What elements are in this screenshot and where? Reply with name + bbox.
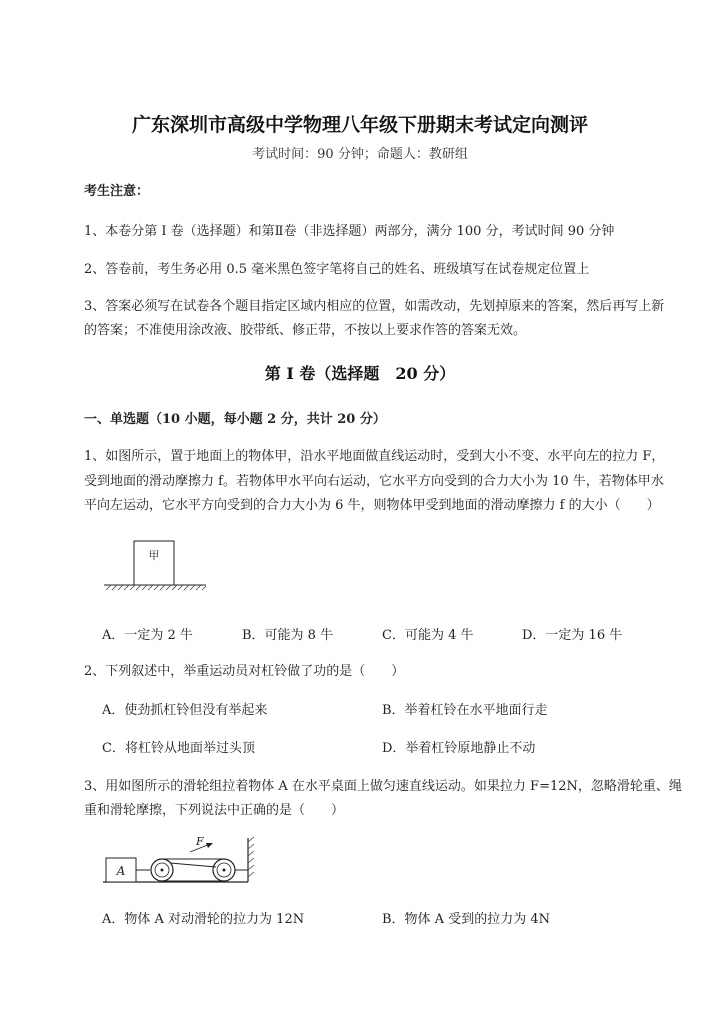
q1-line-2: 受到地面的滑动摩擦力 f。若物体甲水平向右运动，它水平方向受到的合力大小为 10 牛，若物体甲水 xyxy=(84,474,664,489)
rope-middle xyxy=(170,863,216,867)
block-jia xyxy=(134,541,174,585)
wall-hatch xyxy=(248,837,254,877)
q3-option-b[interactable]: B．物体 A 受到的拉力为 4N xyxy=(382,912,550,927)
notice-item-3-cont: 的答案；不准使用涂改液、胶带纸、修正带，不按以上要求作答的答案无效。 xyxy=(84,323,527,338)
notice-item-2: 2、答卷前，考生务必用 0.5 毫米黑色签字笔将自己的姓名、班级填写在试卷规定位置上 xyxy=(84,262,590,277)
q3-line-1: 3、用如图所示的滑轮组拉着物体 A 在水平桌面上做匀速直线运动。如果拉力 F=12N，忽略滑轮重、绳 xyxy=(84,779,682,794)
q2-option-c[interactable]: C．将杠铃从地面举过头顶 xyxy=(102,741,255,756)
block-a-label: A xyxy=(116,864,126,878)
q1-line-3: 平向左运动，它水平方向受到的合力大小为 6 牛，则物体甲受到地面的滑动摩擦力 f 的大小（ ） xyxy=(84,498,660,513)
q1-option-b[interactable]: B．可能为 8 牛 xyxy=(242,628,334,643)
exam-info: 考试时间：90 分钟；命题人：教研组 xyxy=(252,147,468,162)
notice-item-3: 3、答案必须写在试卷各个题目指定区域内相应的位置，如需改动，先划掉原来的答案，然后再写上新 xyxy=(84,299,665,314)
q1-line-1: 1、如图所示，置于地面上的物体甲，沿水平地面做直线运动时，受到大小不变、水平向左的拉力 F， xyxy=(84,449,665,464)
q2-line: 2、下列叙述中，举重运动员对杠铃做了功的是（ ） xyxy=(84,664,405,679)
q1-option-d[interactable]: D．一定为 16 牛 xyxy=(522,628,623,643)
section-title: 第 I 卷（选择题 20 分） xyxy=(264,364,456,383)
q3-line-2: 重和滑轮摩擦，下列说法中正确的是（ ） xyxy=(84,803,345,818)
q2-option-d[interactable]: D．举着杠铃原地静止不动 xyxy=(382,741,536,756)
q2-option-b[interactable]: B．举着杠铃在水平地面行走 xyxy=(382,703,548,718)
q2-option-a[interactable]: A．使劲抓杠铃但没有举起来 xyxy=(102,703,268,718)
part-heading: 一、单选题（10 小题，每小题 2 分，共计 20 分） xyxy=(84,412,386,427)
q1-option-a[interactable]: A．一定为 2 牛 xyxy=(102,628,193,643)
q1-option-c[interactable]: C．可能为 4 牛 xyxy=(382,628,474,643)
block-jia-label: 甲 xyxy=(148,549,160,562)
force-label: F xyxy=(196,835,204,848)
q3-option-a[interactable]: A．物体 A 对动滑轮的拉力为 12N xyxy=(102,912,305,927)
page-title: 广东深圳市高级中学物理八年级下册期末考试定向测评 xyxy=(131,114,588,136)
notice-heading: 考生注意： xyxy=(84,184,150,199)
q3-pulley-figure xyxy=(100,832,260,890)
ground-hatch xyxy=(106,585,206,590)
notice-item-1: 1、本卷分第 I 卷（选择题）和第Ⅱ卷（非选择题）两部分，满分 100 分，考试时间 90 分钟 xyxy=(84,224,615,239)
q1-figure xyxy=(100,535,210,597)
